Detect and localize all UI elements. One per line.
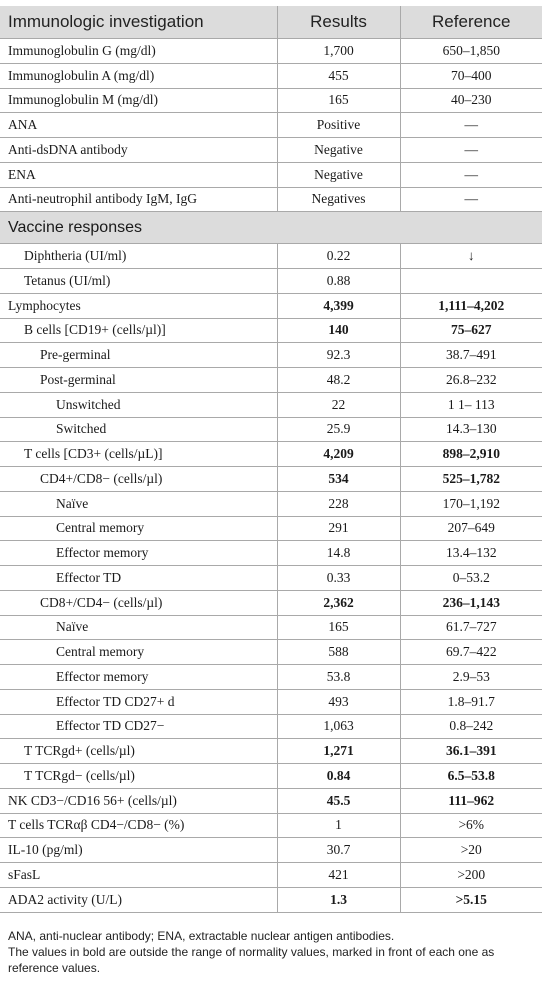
row-reference: 2.9–53 bbox=[400, 665, 542, 690]
row-reference: 1,111–4,202 bbox=[400, 293, 542, 318]
table-row bbox=[0, 467, 542, 492]
immunologic-table bbox=[0, 6, 542, 913]
row-name: ADA2 activity (U/L) bbox=[0, 887, 277, 912]
table-row bbox=[0, 714, 542, 739]
row-name: Immunoglobulin M (mg/dl) bbox=[0, 88, 277, 113]
row-reference: 898–2,910 bbox=[400, 442, 542, 467]
table-row bbox=[0, 88, 542, 113]
row-reference: 1.8–91.7 bbox=[400, 689, 542, 714]
table-row bbox=[0, 187, 542, 212]
row-result: 4,209 bbox=[277, 442, 400, 467]
row-result: 455 bbox=[277, 63, 400, 88]
row-result: 421 bbox=[277, 863, 400, 888]
table-body bbox=[0, 39, 542, 913]
row-name: IL-10 (pg/ml) bbox=[0, 838, 277, 863]
row-name: Switched bbox=[0, 417, 277, 442]
row-result: 14.8 bbox=[277, 541, 400, 566]
header-reference: Reference bbox=[400, 6, 542, 39]
row-reference: 0–53.2 bbox=[400, 566, 542, 591]
row-name: Pre-germinal bbox=[0, 343, 277, 368]
row-result: 1 bbox=[277, 813, 400, 838]
row-reference: 111–962 bbox=[400, 788, 542, 813]
row-name: Diphtheria (UI/ml) bbox=[0, 244, 277, 269]
row-reference: 14.3–130 bbox=[400, 417, 542, 442]
row-name: T TCRgd− (cells/µl) bbox=[0, 764, 277, 789]
table-row bbox=[0, 244, 542, 269]
row-result: Negative bbox=[277, 162, 400, 187]
row-reference: 170–1,192 bbox=[400, 491, 542, 516]
row-name: Anti-neutrophil antibody IgM, IgG bbox=[0, 187, 277, 212]
row-reference: 0.8–242 bbox=[400, 714, 542, 739]
row-result: 228 bbox=[277, 491, 400, 516]
row-result: Positive bbox=[277, 113, 400, 138]
table-row bbox=[0, 590, 542, 615]
row-result: Negative bbox=[277, 138, 400, 163]
row-reference: 525–1,782 bbox=[400, 467, 542, 492]
table-row bbox=[0, 813, 542, 838]
header-investigation: Immunologic investigation bbox=[0, 6, 277, 39]
table-row bbox=[0, 113, 542, 138]
table-row bbox=[0, 665, 542, 690]
section-title: Vaccine responses bbox=[0, 212, 542, 244]
row-reference: ↓ bbox=[400, 244, 542, 269]
row-result: 588 bbox=[277, 640, 400, 665]
row-result: 25.9 bbox=[277, 417, 400, 442]
row-result: 165 bbox=[277, 88, 400, 113]
table-row bbox=[0, 269, 542, 294]
row-result: 4,399 bbox=[277, 293, 400, 318]
row-result: 140 bbox=[277, 318, 400, 343]
table-row bbox=[0, 343, 542, 368]
row-result: 0.22 bbox=[277, 244, 400, 269]
row-name: Unswitched bbox=[0, 392, 277, 417]
row-reference: 70–400 bbox=[400, 63, 542, 88]
table-row bbox=[0, 368, 542, 393]
table-row bbox=[0, 162, 542, 187]
table-row bbox=[0, 863, 542, 888]
table-row bbox=[0, 39, 542, 64]
row-name: Central memory bbox=[0, 640, 277, 665]
row-reference: >200 bbox=[400, 863, 542, 888]
footnote-bold-values: The values in bold are outside the range of normality values, marked in front of each one as reference values. bbox=[8, 945, 495, 975]
table-row bbox=[0, 887, 542, 912]
row-reference: >20 bbox=[400, 838, 542, 863]
section-row bbox=[0, 212, 542, 244]
row-name: Tetanus (UI/ml) bbox=[0, 269, 277, 294]
row-result: 22 bbox=[277, 392, 400, 417]
table-row bbox=[0, 739, 542, 764]
row-name: Immunoglobulin A (mg/dl) bbox=[0, 63, 277, 88]
row-name: Effector TD bbox=[0, 566, 277, 591]
table-row bbox=[0, 138, 542, 163]
row-name: Naïve bbox=[0, 615, 277, 640]
table-row bbox=[0, 392, 542, 417]
row-name: NK CD3−/CD16 56+ (cells/µl) bbox=[0, 788, 277, 813]
row-reference: — bbox=[400, 187, 542, 212]
row-name: Effector TD CD27+ d bbox=[0, 689, 277, 714]
table-row bbox=[0, 566, 542, 591]
table-row bbox=[0, 541, 542, 566]
row-result: 30.7 bbox=[277, 838, 400, 863]
row-reference: 207–649 bbox=[400, 516, 542, 541]
table-row bbox=[0, 293, 542, 318]
row-result: 1,271 bbox=[277, 739, 400, 764]
row-reference: 36.1–391 bbox=[400, 739, 542, 764]
row-name: Effector memory bbox=[0, 665, 277, 690]
row-reference: 650–1,850 bbox=[400, 39, 542, 64]
row-name: ANA bbox=[0, 113, 277, 138]
row-result: 1.3 bbox=[277, 887, 400, 912]
table-footnotes bbox=[8, 928, 538, 976]
row-name: Immunoglobulin G (mg/dl) bbox=[0, 39, 277, 64]
row-reference: >6% bbox=[400, 813, 542, 838]
row-reference: 13.4–132 bbox=[400, 541, 542, 566]
table-row bbox=[0, 318, 542, 343]
row-name: Effector memory bbox=[0, 541, 277, 566]
table-header bbox=[0, 6, 542, 39]
row-reference bbox=[400, 269, 542, 294]
row-result: 534 bbox=[277, 467, 400, 492]
row-result: 1,700 bbox=[277, 39, 400, 64]
row-reference: — bbox=[400, 113, 542, 138]
row-reference: 38.7–491 bbox=[400, 343, 542, 368]
header-results: Results bbox=[277, 6, 400, 39]
row-name: T TCRgd+ (cells/µl) bbox=[0, 739, 277, 764]
row-name: sFasL bbox=[0, 863, 277, 888]
row-reference: 26.8–232 bbox=[400, 368, 542, 393]
row-reference: — bbox=[400, 162, 542, 187]
row-name: B cells [CD19+ (cells/µl)] bbox=[0, 318, 277, 343]
row-reference: 236–1,143 bbox=[400, 590, 542, 615]
table-row bbox=[0, 788, 542, 813]
row-reference: 69.7–422 bbox=[400, 640, 542, 665]
table-row bbox=[0, 640, 542, 665]
row-reference: 61.7–727 bbox=[400, 615, 542, 640]
row-reference: 40–230 bbox=[400, 88, 542, 113]
row-name: Effector TD CD27− bbox=[0, 714, 277, 739]
table-row bbox=[0, 63, 542, 88]
row-result: 0.84 bbox=[277, 764, 400, 789]
table-row bbox=[0, 838, 542, 863]
table-row bbox=[0, 491, 542, 516]
row-result: 165 bbox=[277, 615, 400, 640]
row-result: 48.2 bbox=[277, 368, 400, 393]
table-row bbox=[0, 442, 542, 467]
row-reference: 6.5–53.8 bbox=[400, 764, 542, 789]
table-row bbox=[0, 764, 542, 789]
table-row bbox=[0, 615, 542, 640]
table-row bbox=[0, 417, 542, 442]
row-name: CD8+/CD4− (cells/µl) bbox=[0, 590, 277, 615]
row-result: 45.5 bbox=[277, 788, 400, 813]
row-reference: >5.15 bbox=[400, 887, 542, 912]
row-result: Negatives bbox=[277, 187, 400, 212]
row-result: 493 bbox=[277, 689, 400, 714]
row-reference: 75–627 bbox=[400, 318, 542, 343]
row-name: Central memory bbox=[0, 516, 277, 541]
row-name: Post-germinal bbox=[0, 368, 277, 393]
row-result: 53.8 bbox=[277, 665, 400, 690]
row-name: ENA bbox=[0, 162, 277, 187]
row-name: Naïve bbox=[0, 491, 277, 516]
row-name: Lymphocytes bbox=[0, 293, 277, 318]
row-result: 0.88 bbox=[277, 269, 400, 294]
row-result: 291 bbox=[277, 516, 400, 541]
row-name: Anti-dsDNA antibody bbox=[0, 138, 277, 163]
footnote-abbreviations: ANA, anti-nuclear antibody; ENA, extractable nuclear antigen antibodies. bbox=[8, 929, 395, 943]
row-name: CD4+/CD8− (cells/µl) bbox=[0, 467, 277, 492]
row-reference: 1 1– 113 bbox=[400, 392, 542, 417]
row-result: 92.3 bbox=[277, 343, 400, 368]
row-reference: — bbox=[400, 138, 542, 163]
row-name: T cells [CD3+ (cells/µL)] bbox=[0, 442, 277, 467]
table-row bbox=[0, 516, 542, 541]
row-result: 1,063 bbox=[277, 714, 400, 739]
row-result: 0.33 bbox=[277, 566, 400, 591]
row-name: T cells TCRαβ CD4−/CD8− (%) bbox=[0, 813, 277, 838]
table-row bbox=[0, 689, 542, 714]
row-result: 2,362 bbox=[277, 590, 400, 615]
